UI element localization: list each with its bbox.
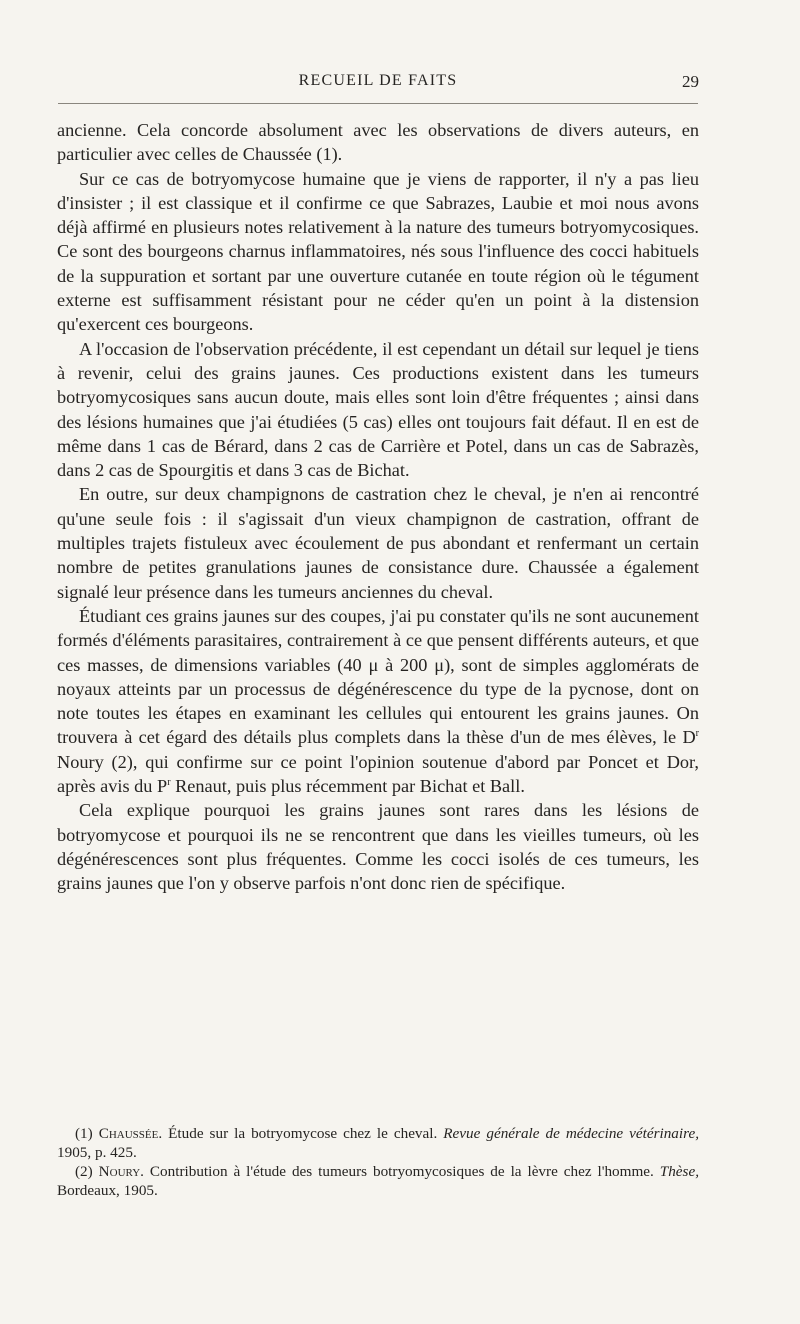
header-rule: [58, 103, 698, 104]
paragraph-5-part-b: Noury (2), qui confirme sur ce point l'opinion soutenue d'abord par Poncet et Dor, après avis du P: [57, 751, 699, 797]
paragraph-4: En outre, sur deux champignons de castration chez le cheval, je n'en ai rencontré qu'une seule fois : il s'agissait d'un vieux champignon de castration, offrant de multiples trajets fistuleux avec écoulement de pus abondant et renfermant un certain nombre de petites granulations jaunes de consistance dure. Chaussée a également signalé leur présence dans les tumeurs anciennes du cheval.: [57, 484, 699, 602]
professor-abbrev-sup: r: [167, 776, 171, 788]
footnote-number: (1): [75, 1125, 93, 1142]
footnote-number: (2): [75, 1163, 93, 1180]
running-head: RECUEIL DE FAITS: [298, 72, 458, 89]
footnote-1: [57, 1124, 699, 1162]
footnote-2: [57, 1162, 699, 1200]
paragraph-5-part-a: Étudiant ces grains jaunes sur des coupes, j'ai pu constater qu'ils ne sont aucunement formés d'éléments parasitaires, contrairement à ce que pensent différents auteurs, et que ces masses, de dimensions variables (40 μ à 200 μ), sont de simples agglomérats de noyaux atteints par un processus de dégénérescence du type de la pycnose, dont on note toutes les étapes en examinant les cellules qui entourent les grains jaunes. On trouvera à cet égard des détails plus complets dans la thèse d'un de mes élèves, le D: [57, 605, 699, 748]
footnote-journal: Thèse,: [659, 1163, 699, 1180]
paragraph-5: [57, 604, 699, 798]
doctor-abbrev-sup: r: [695, 728, 699, 740]
footnote-text: Étude sur la botryomycose chez le cheval.: [162, 1125, 444, 1142]
page-number: 29: [682, 72, 699, 91]
paragraph-6: Cela explique pourquoi les grains jaunes sont rares dans les lésions de botryomycose et pourquoi ils ne se rencontrent que dans les vieilles tumeurs, où les dégénérescences sont plus fréquentes. Comme les cocci isolés de ces tumeurs, les grains jaunes que l'on y observe parfois n'ont donc rien de spécifique.: [57, 800, 699, 894]
paragraph-3: A l'occasion de l'observation précédente, il est cependant un détail sur lequel je tiens à revenir, celui des grains jaunes. Ces productions existent dans les tumeurs botryomycosiques sans aucun doute, mais elles sont loin d'être fréquentes ; ainsi dans des lésions humaines que j'ai étudiées (5 cas) elles ont toujours fait défaut. Il en est de même dans 1 cas de Bérard, dans 2 cas de Carrière et Potel, dans un cas de Sabrazès, dans 2 cas de Spourgitis et dans 3 cas de Bichat.: [57, 338, 699, 481]
page-header: [57, 72, 699, 98]
footnote-author: Chaussée.: [98, 1125, 163, 1142]
footnotes: [57, 1124, 699, 1200]
paragraph-5-part-c: Renaut, puis plus récemment par Bichat et Ball.: [170, 776, 525, 797]
footnote-tail: Bordeaux, 1905.: [57, 1182, 158, 1199]
body-text: [57, 118, 699, 896]
footnote-journal: Revue générale de médecine vétérinaire,: [443, 1125, 700, 1142]
paragraph-2: Sur ce cas de botryomycose humaine que je viens de rapporter, il n'y a pas lieu d'insister ; il est classique et il confirme ce que Sabrazes, Laubie et moi nous avons déjà affirmé en plusieurs notes relativement à la nature des tumeurs botryomycosiques. Ce sont des bourgeons charnus inflammatoires, nés sous l'influence des cocci habituels de la suppuration et sortant par une ouverture cutanée en toute région où le tégument externe est suffisamment résistant pour ne céder qu'en un point à la distension qu'exercent ces bourgeons.: [57, 168, 699, 335]
paragraph-1: ancienne. Cela concorde absolument avec les observations de divers auteurs, en particulier avec celles de Chaussée (1).: [57, 120, 699, 165]
footnote-author: Noury.: [98, 1163, 144, 1180]
footnote-text: Contribution à l'étude des tumeurs botryomycosiques de la lèvre chez l'homme.: [143, 1163, 660, 1180]
footnote-tail: 1905, p. 425.: [57, 1144, 137, 1161]
